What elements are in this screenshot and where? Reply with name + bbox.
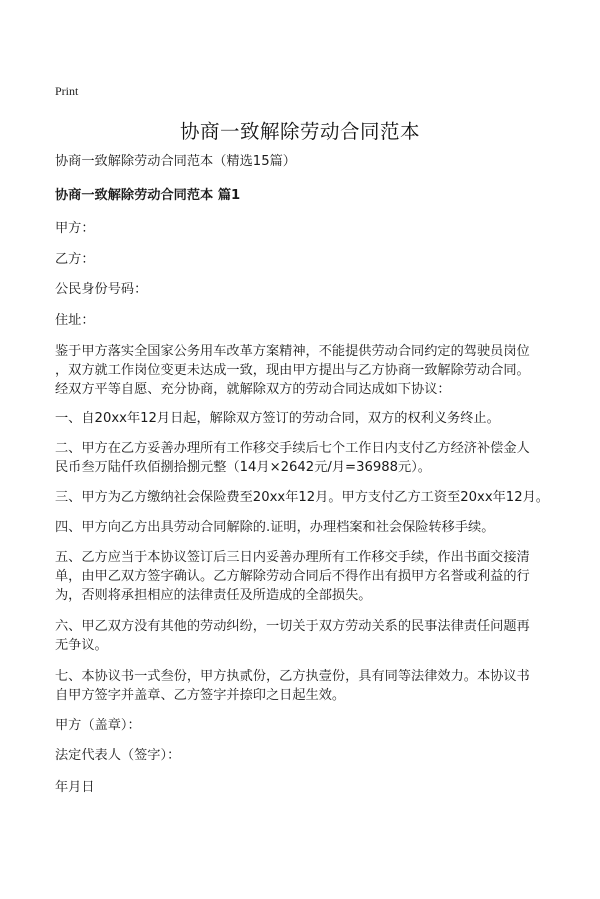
preamble-paragraph	[55, 342, 550, 399]
document-title: 协商一致解除劳动合同范本	[179, 120, 420, 143]
clause-line: 民币叁万陆仟玖佰捌拾捌元整（14月×2642元/月=36988元）。	[55, 460, 431, 475]
signature-date: 年月日	[55, 780, 95, 795]
clause-4	[55, 518, 550, 537]
field-party-b: 乙方：	[55, 252, 95, 267]
clause-1	[55, 409, 550, 428]
clause-line: 一、自20xx年12月日起，解除双方签订的劳动合同，双方的权利义务终止。	[55, 411, 500, 426]
clause-6	[55, 617, 550, 655]
field-party-a: 甲方：	[55, 221, 95, 236]
clause-2	[55, 439, 550, 477]
field-address: 住址：	[55, 313, 95, 328]
clause-line: 为，否则将承担相应的法律责任及所造成的全部损失。	[55, 588, 372, 603]
clause-line: 单，由甲乙双方签字确认。乙方解除劳动合同后不得作出有损甲方名誉或利益的行	[55, 569, 530, 584]
preamble-line: ，双方就工作岗位变更未达成一致，现由甲方提出与乙方协商一致解除劳动合同。	[55, 363, 530, 378]
clause-line: 四、甲方向乙方出具劳动合同解除的.证明，办理档案和社会保险转移手续。	[55, 520, 495, 535]
clause-7	[55, 667, 550, 705]
clause-line: 七、本协议书一式叁份，甲方执贰份，乙方执壹份，具有同等法律效力。本协议书	[55, 669, 530, 684]
document-subtitle: 协商一致解除劳动合同范本（精选15篇）	[55, 154, 296, 169]
preamble-line: 鉴于甲方落实全国家公务用车改革方案精神，不能提供劳动合同约定的驾驶员岗位	[55, 344, 530, 359]
field-id-number: 公民身份号码：	[55, 282, 148, 297]
clause-3	[55, 488, 550, 507]
clause-line: 五、乙方应当于本协议签订后三日内妥善办理所有工作移交手续，作出书面交接清	[55, 550, 530, 565]
section-heading: 协商一致解除劳动合同范本 篇1	[55, 188, 241, 203]
clause-line: 二、甲方在乙方妥善办理所有工作移交手续后七个工作日内支付乙方经济补偿金人	[55, 441, 530, 456]
clause-5	[55, 548, 550, 605]
print-label[interactable]: Print	[55, 84, 79, 98]
signature-legal-rep: 法定代表人（签字）：	[55, 748, 181, 763]
preamble-line: 经双方平等自愿、充分协商，就解除双方的劳动合同达成如下协议：	[55, 382, 451, 397]
clause-line: 自甲方签字并盖章、乙方签字并捺印之日起生效。	[55, 688, 346, 703]
clause-line: 三、甲方为乙方缴纳社会保险费至20xx年12月。甲方支付乙方工资至20xx年12月。	[55, 490, 549, 505]
signature-party-a-seal: 甲方（盖章）：	[55, 718, 141, 733]
clause-line: 六、甲乙双方没有其他的劳动纠纷，一切关于双方劳动关系的民事法律责任问题再	[55, 619, 530, 634]
clause-line: 无争议。	[55, 638, 108, 653]
